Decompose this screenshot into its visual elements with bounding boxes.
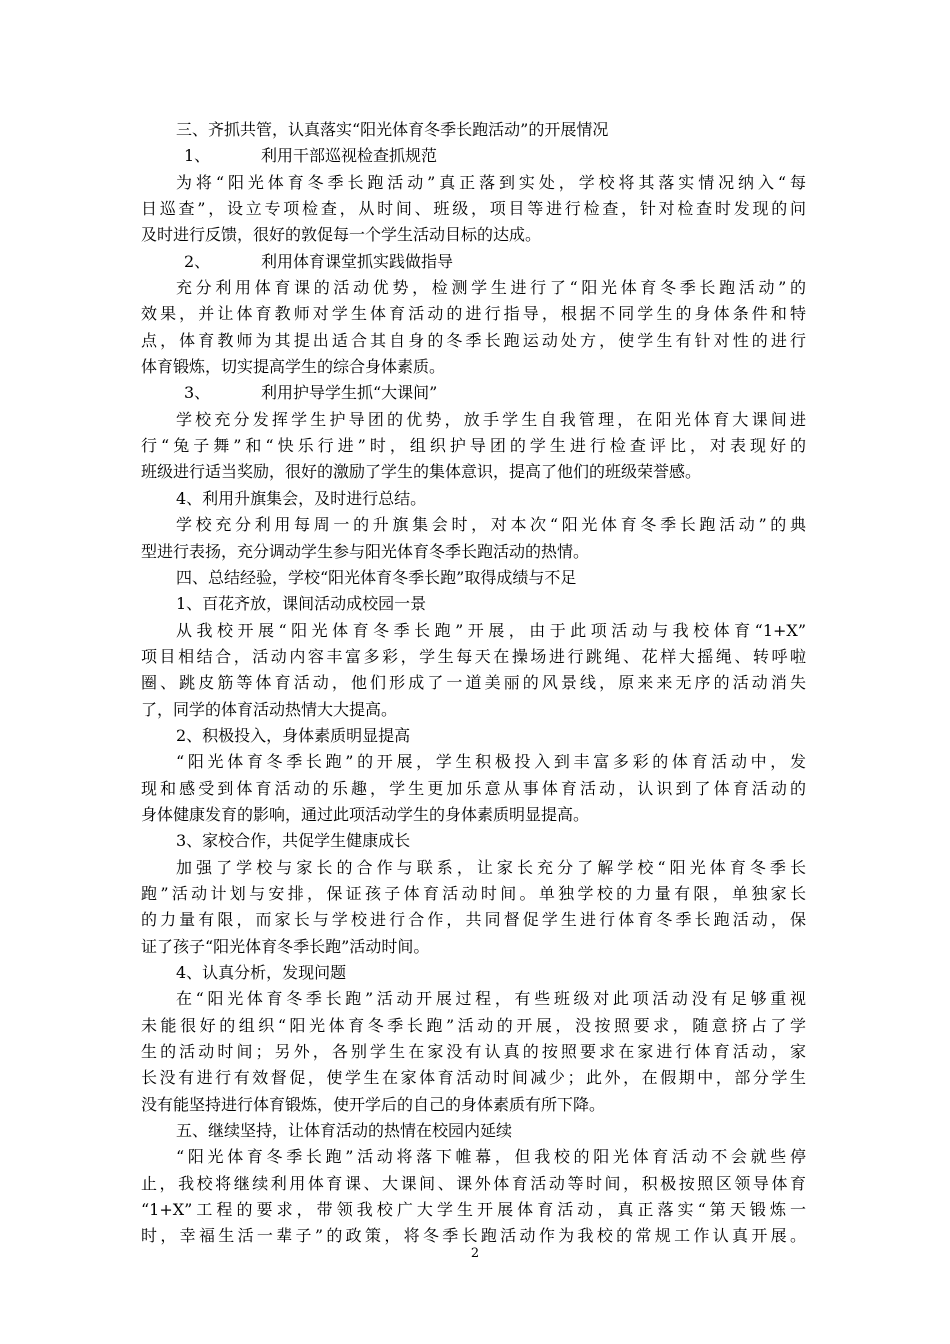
- paragraph-line: 日巡查”，设立专项检查，从时间、班级，项目等进行检查，针对检查时发现的问: [141, 199, 806, 219]
- paragraph-line: 在“阳光体育冬季长跑”活动开展过程，有些班级对此项活动没有足够重视: [176, 989, 806, 1009]
- paragraph-line: 止，我校将继续利用体育课、大课间、课外体育活动等时间，积极按照区领导体育: [141, 1173, 806, 1193]
- paragraph-line: 行“兔子舞”和“快乐行进”时，组织护导团的学生进行检查评比，对表现好的: [141, 436, 806, 456]
- paragraph-line: 从我校开展“阳光体育冬季长跑”开展，由于此项活动与我校体育“1+X”: [176, 620, 806, 640]
- page-number: 2: [470, 1246, 480, 1261]
- paragraph-line: 现和感受到体育活动的乐趣，学生更加乐意从事体育活动，认识到了体育活动的: [141, 778, 806, 798]
- paragraph-line: 学校充分利用每周一的升旗集会时，对本次“阳光体育冬季长跑活动”的典: [176, 515, 806, 535]
- subheading: [141, 143, 806, 169]
- subheading: 4、认真分析，发现问题: [176, 963, 347, 982]
- paragraph-line: 及时进行反馈，很好的敦促每一个学生活动目标的达成。: [141, 225, 542, 245]
- paragraph-line: 项目相结合，活动内容丰富多彩，学生每天在操场进行跳绳、花样大摇绳、转呼啦: [141, 646, 806, 666]
- paragraph-line: 未能很好的组织“阳光体育冬季长跑”活动的开展，没按照要求，随意挤占了学: [141, 1015, 806, 1035]
- section-heading: 三、齐抓共管，认真落实“阳光体育冬季长跑活动”的开展情况: [176, 120, 609, 139]
- paragraph-line: 班级进行适当奖励，很好的激励了学生的集体意识，提高了他们的班级荣誉感。: [141, 462, 702, 482]
- paragraph-line: “阳光体育冬季长跑”的开展，学生积极投入到丰富多彩的体育活动中，发: [176, 752, 806, 772]
- subheading: [141, 380, 806, 406]
- subheading-number: 3、: [184, 383, 211, 403]
- paragraph-line: 学校充分发挥学生护导团的优势，放手学生自我管理，在阳光体育大课间进: [176, 409, 806, 429]
- subheading-text: 利用护导学生抓“大课间”: [261, 383, 438, 403]
- subheading-text: 利用体育课堂抓实践做指导: [261, 251, 454, 271]
- subheading: 4、利用升旗集会，及时进行总结。: [176, 488, 427, 508]
- paragraph-line: 时，幸福生活一辈子”的政策，将冬季长跑活动作为我校的常规工作认真开展。: [141, 1226, 806, 1246]
- paragraph-line: 为将“阳光体育冬季长跑活动”真正落到实处，学校将其落实情况纳入“每: [176, 172, 806, 192]
- paragraph-line: 没有能坚持进行体育锻炼，使开学后的自己的身体素质有所下降。: [141, 1094, 606, 1114]
- subheading-text: 利用干部巡视检查抓规范: [261, 146, 438, 166]
- paragraph-line: 型进行表扬，充分调动学生参与阳光体育冬季长跑活动的热情。: [141, 541, 590, 561]
- paragraph-line: 体育锻炼，切实提高学生的综合身体素质。: [141, 357, 446, 377]
- subheading-number: 2、: [184, 251, 211, 271]
- paragraph-line: 效果，并让体育教师对学生体育活动的进行指导，根据不同学生的身体条件和特: [141, 304, 806, 324]
- paragraph-line: 的力量有限，而家长与学校进行合作，共同督促学生进行体育冬季长跑活动，保: [141, 910, 806, 930]
- subheading: 1、百花齐放，课间活动成校园一景: [176, 594, 427, 614]
- paragraph-line: 身体健康发育的影响，通过此项活动学生的身体素质明显提高。: [141, 804, 590, 824]
- subheading: [141, 249, 806, 275]
- paragraph-line: 点，体育教师为其提出适合其自身的冬季长跑运动处方，使学生有针对性的进行: [141, 330, 806, 350]
- paragraph-line: 生的活动时间；另外，各别学生在家没有认真的按照要求在家进行体育活动，家: [141, 1042, 806, 1062]
- paragraph-line: 长没有进行有效督促，使学生在家体育活动时间减少；此外，在假期中，部分学生: [141, 1068, 806, 1088]
- paragraph-line: 加强了学校与家长的合作与联系，让家长充分了解学校“阳光体育冬季长: [176, 857, 806, 877]
- paragraph-line: 跑”活动计划与安排，保证孩子体育活动时间。单独学校的力量有限，单独家长: [141, 883, 806, 903]
- paragraph-line: 了，同学的体育活动热情大大提高。: [141, 699, 398, 719]
- subheading: 2、积极投入，身体素质明显提高: [176, 725, 411, 745]
- paragraph-line: “阳光体育冬季长跑”活动将落下帷幕，但我校的阳光体育活动不会就些停: [176, 1147, 806, 1167]
- subheading: 3、家校合作，共促学生健康成长: [176, 831, 411, 851]
- subheading-number: 1、: [184, 146, 211, 166]
- document-body: [141, 117, 806, 1250]
- paragraph-line: 证了孩子“阳光体育冬季长跑”活动时间。: [141, 936, 430, 956]
- paragraph-line: 圈、跳皮筋等体育活动，他们形成了一道美丽的风景线，原来来无序的活动消失: [141, 673, 806, 693]
- section-heading: 四、总结经验，学校“阳光体育冬季长跑”取得成绩与不足: [176, 567, 577, 587]
- paragraph-line: “1+X”工程的要求，带领我校广大学生开展体育活动，真正落实“第天锻炼一: [141, 1200, 806, 1220]
- section-heading: 五、继续坚持，让体育活动的热情在校园内延续: [176, 1121, 513, 1141]
- paragraph-line: 充分利用体育课的活动优势，检测学生进行了“阳光体育冬季长跑活动”的: [176, 278, 806, 298]
